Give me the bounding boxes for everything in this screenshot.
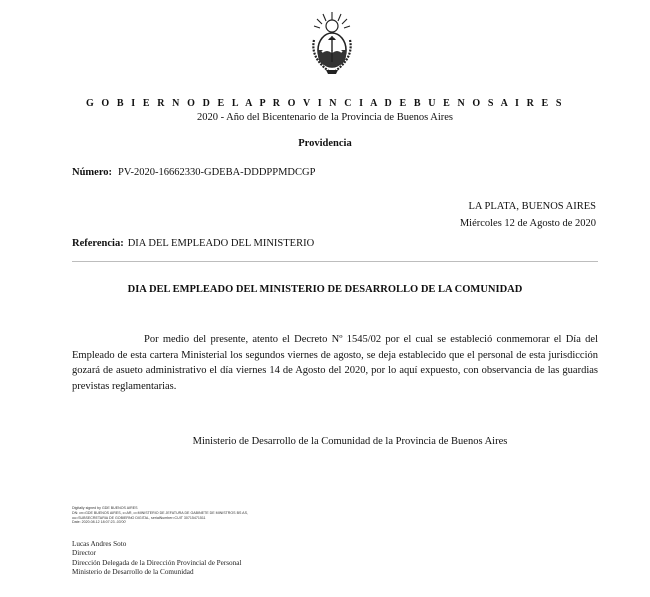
divider	[72, 261, 598, 262]
date: Miércoles 12 de Agosto de 2020	[459, 218, 596, 229]
reference-value: DIA DEL EMPLEADO DEL MINISTERIO	[127, 238, 315, 249]
reference	[72, 238, 314, 249]
place-date	[460, 198, 596, 232]
digital-signature-line: Digitally signed by GDE BUENOS AIRES	[72, 506, 138, 510]
government-header: G O B I E R N O D E L A P R O V I N C I A D E B U E N O S A I R E S	[85, 98, 565, 109]
subject-title: DIA DEL EMPLEADO DEL MINISTERIO DE DESARROLLO DE LA COMUNIDAD	[127, 284, 523, 295]
organization: Ministerio de Desarrollo de la Comunidad de la Provincia de Buenos Aires	[192, 436, 508, 447]
document-number-label: Número:	[72, 167, 113, 178]
body-paragraph: Por medio del presente, atento el Decreto Nº 1545/02 por el cual se estableció conmemorar el Día del Empleado de esta cartera Ministerial los segundos viernes de agosto, se deja establecido que el personal de esta jurisdicción gozará de asueto administrativo el día viernes 14 de Agosto del 2020, por lo aquí expuesto, con observancia de las guardias previstas reglamentarias.	[72, 334, 598, 392]
signer-office: Dirección Delegada de la Dirección Provincial de Personal	[72, 558, 242, 567]
signer-title: Director	[72, 549, 96, 558]
signer-name: Lucas Andres Soto	[72, 540, 127, 548]
document-number-value: PV-2020-16662330-GDEBA-DDDPPMDCGP	[118, 167, 316, 178]
digital-signature-block	[72, 506, 248, 525]
digital-signature-line: Date: 2020.08.12 18:07:23 -03'00'	[72, 520, 127, 525]
place: LA PLATA, BUENOS AIRES	[468, 201, 596, 212]
signer-block	[72, 540, 241, 577]
year-motto: 2020 - Año del Bicentenario de la Provincia de Buenos Aires	[196, 112, 454, 123]
reference-label: Referencia:	[72, 238, 124, 249]
signer-ministry: Ministerio de Desarrollo de la Comunidad	[72, 567, 194, 576]
document-number	[72, 167, 315, 178]
digital-signature-line: DN: cn=GDE BUENOS AIRES, c=AR, o=MINISTERIO DE JEFATURA DE GABINETE DE MINISTROS BS AS,	[72, 510, 248, 515]
document-type: Providencia	[298, 138, 352, 149]
coat-of-arms-icon	[308, 10, 356, 76]
digital-signature-line: ou=SUBSECRETARIA DE GOBIERNO DIGITAL, serialNumber=CUIT 30715471511	[72, 515, 206, 520]
body-text	[72, 332, 598, 394]
